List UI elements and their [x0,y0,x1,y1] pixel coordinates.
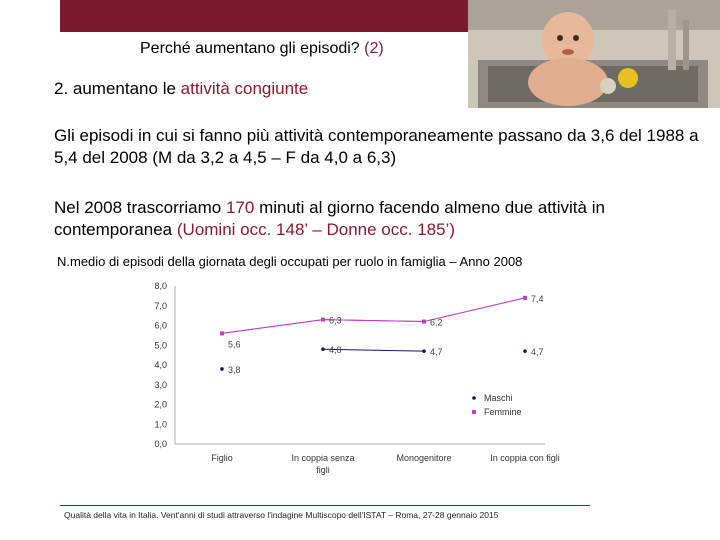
data-label: 6,3 [329,315,342,326]
data-point-maschi [321,347,325,351]
slide-title [140,40,384,58]
x-tick-label: In coppia senza [291,453,355,463]
x-tick-label: Monogenitore [396,453,452,463]
y-tick-label: 3,0 [154,379,167,390]
y-tick-label: 2,0 [154,399,167,410]
legend-marker-maschi [472,396,476,400]
point-highlight: attività congiunte [180,79,309,98]
y-tick-label: 1,0 [154,419,167,430]
series-line-femmine-full [222,298,525,334]
data-point-maschi [523,349,527,353]
data-point-femmine [523,296,527,300]
data-label: 4,8 [329,345,342,356]
p2-paren: (Uomini occ. 148’ – Donne occ. 185’) [176,220,455,239]
data-point-femmine [220,331,224,335]
chart-title: N.medio di episodi della giornata degli occupati per ruolo in famiglia – Anno 2008 [57,254,523,269]
data-point-maschi [220,367,224,371]
data-point-maschi [422,349,426,353]
p2-number: 170 [225,198,255,217]
data-point-femmine [321,318,325,322]
y-tick-label: 8,0 [154,281,167,291]
y-tick-label: 6,0 [154,320,167,331]
title-text: Perché aumentano gli episodi? [140,40,365,57]
data-label: 6,2 [430,317,443,328]
paragraph-episodes: Gli episodi in cui si fanno più attività contemporaneamente passano da 3,6 del 1988 a 5,4 del 2008 (M da 3,2 a 4,5 – F da 4,0 a 6,3) [54,126,699,167]
p2-text-b: minuti al giorno facendo almeno due attività in contemporanea [54,198,605,239]
y-tick-label: 7,0 [154,300,167,311]
y-tick-label: 5,0 [154,340,167,351]
data-label: 3,8 [228,364,241,375]
baby-in-sink-photo [468,0,720,108]
x-tick-label: In coppia con figli [490,453,560,463]
point-two [54,79,308,99]
paragraph-minutes [54,197,720,241]
p2-text-a: Nel 2008 trascorriamo [54,198,226,217]
data-label: 5,6 [228,339,241,350]
series-line-femmine [222,298,525,334]
data-label: 4,7 [430,347,443,358]
footer-citation: Qualità della vita in Italia. Vent'anni di studi attraverso l'indagine Multiscopo dell'ISTAT – Roma, 27-28 gennaio 2015 [64,510,499,520]
legend-label: Femmine [484,407,522,417]
legend-label: Maschi [484,393,513,403]
title-number: (2) [364,40,384,57]
y-tick-label: 4,0 [154,360,167,370]
line-chart [0,270,720,485]
data-label: 7,4 [531,293,544,304]
y-tick-label: 0,0 [154,439,167,449]
data-label: 4,7 [531,347,544,358]
point-text: 2. aumentano le [54,79,181,98]
data-point-femmine [422,320,426,324]
header-bar [60,0,470,32]
x-tick-label: Figlio [211,453,233,463]
footer-divider [60,505,590,506]
x-tick-label: figli [316,465,330,475]
legend-marker-femmine [472,410,476,414]
